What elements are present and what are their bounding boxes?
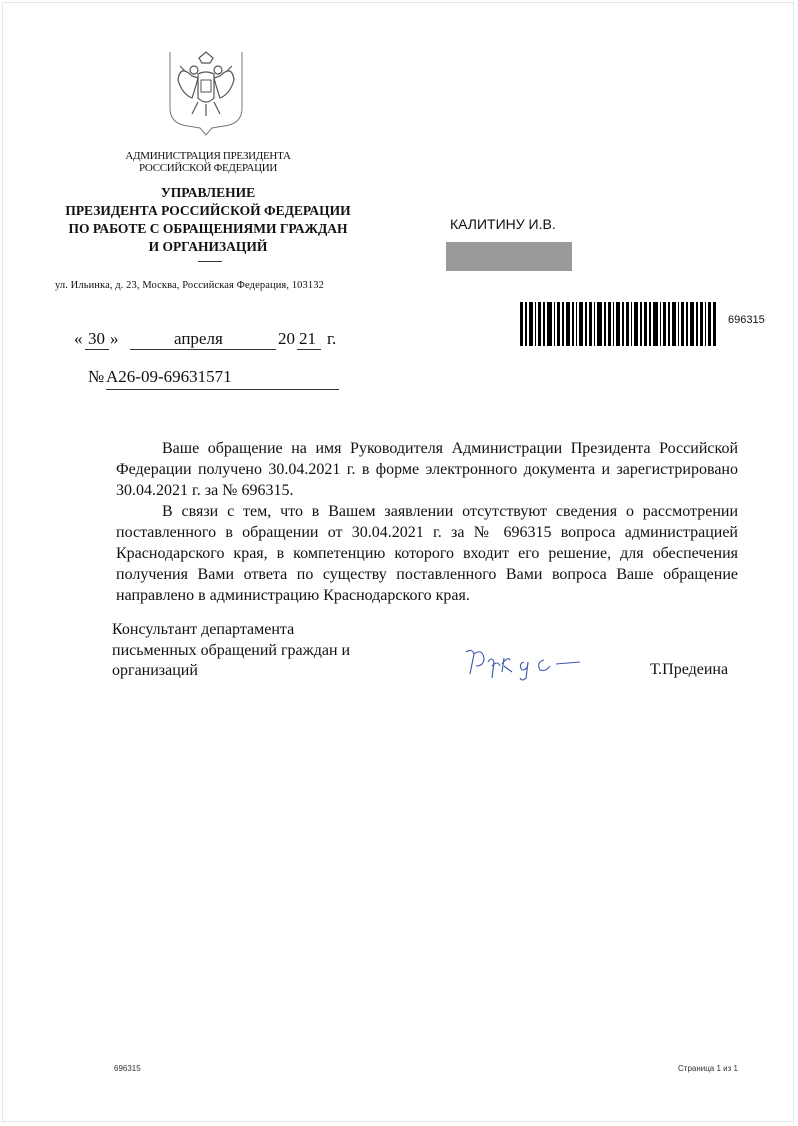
body-paragraph-1: Ваше обращение на имя Руководителя Администрации Президента Российской Федерации получено 30.04.2021 г. в форме электронного документа и зарегистрировано 30.04.2021 г. за № 696315. [116,440,738,499]
doc-number-label: № [88,367,105,386]
dept-line-4: И ОРГАНИЗАЦИЙ [148,239,268,254]
doc-number-underline [106,389,339,390]
signatory-role [112,620,350,682]
barcode [520,302,716,346]
handwritten-signature [462,644,586,684]
recipient-name: КАЛИТИНУ И.В. [450,216,556,232]
doc-number-value: А26-09-69631571 [106,367,232,386]
signatory-role-line-1: Консультант департамента [112,621,295,638]
dept-line-3: ПО РАБОТЕ С ОБРАЩЕНИЯМИ ГРАЖДАН [68,221,348,236]
dept-line-2: ПРЕЗИДЕНТА РОССИЙСКОЙ ФЕДЕРАЦИИ [65,203,351,218]
body-paragraph-2: В связи с тем, что в Вашем заявлении отсутствуют сведения о рассмотрении поставленного в обращении от 30.04.2021 г. за № 696315 вопроса администрацией Краснодарского края, в компетенцию которого входит его решение, для обеспечения получения Вами ответа по существу поставленного Вами вопроса Ваше обращение направлено в администрацию Краснодарского края. [116,503,738,604]
date-year-prefix: 20 [278,329,295,348]
date-month: апреля [174,329,223,348]
date-day-underline [85,349,109,350]
footer-page-number: Страница 1 из 1 [678,1064,738,1073]
date-open-quote: « [74,329,83,348]
dept-line-1: УПРАВЛЕНИЕ [160,185,256,200]
date-day: 30 [88,329,105,348]
date-year-suffix: 21 [299,329,316,348]
date-year-label: г. [327,329,337,348]
redacted-block [446,242,572,271]
org-address: ул. Ильинка, д. 23, Москва, Российская Федерация, 103132 [55,280,324,291]
date-year-underline [297,349,321,350]
header-divider [198,261,222,262]
date-month-underline [130,349,276,350]
signatory-role-line-3: организаций [112,662,198,679]
signatory-name: Т.Предеина [650,661,729,678]
admin-line-1: АДМИНИСТРАЦИЯ ПРЕЗИДЕНТА [125,150,291,162]
admin-line-2: РОССИЙСКОЙ ФЕДЕРАЦИИ [138,162,278,174]
barcode-number: 696315 [728,314,765,326]
signatory-role-line-2: письменных обращений граждан и [112,641,351,659]
footer-doc-number: 696315 [114,1064,141,1073]
date-close-quote: » [110,329,119,348]
state-emblem-icon [168,46,244,136]
